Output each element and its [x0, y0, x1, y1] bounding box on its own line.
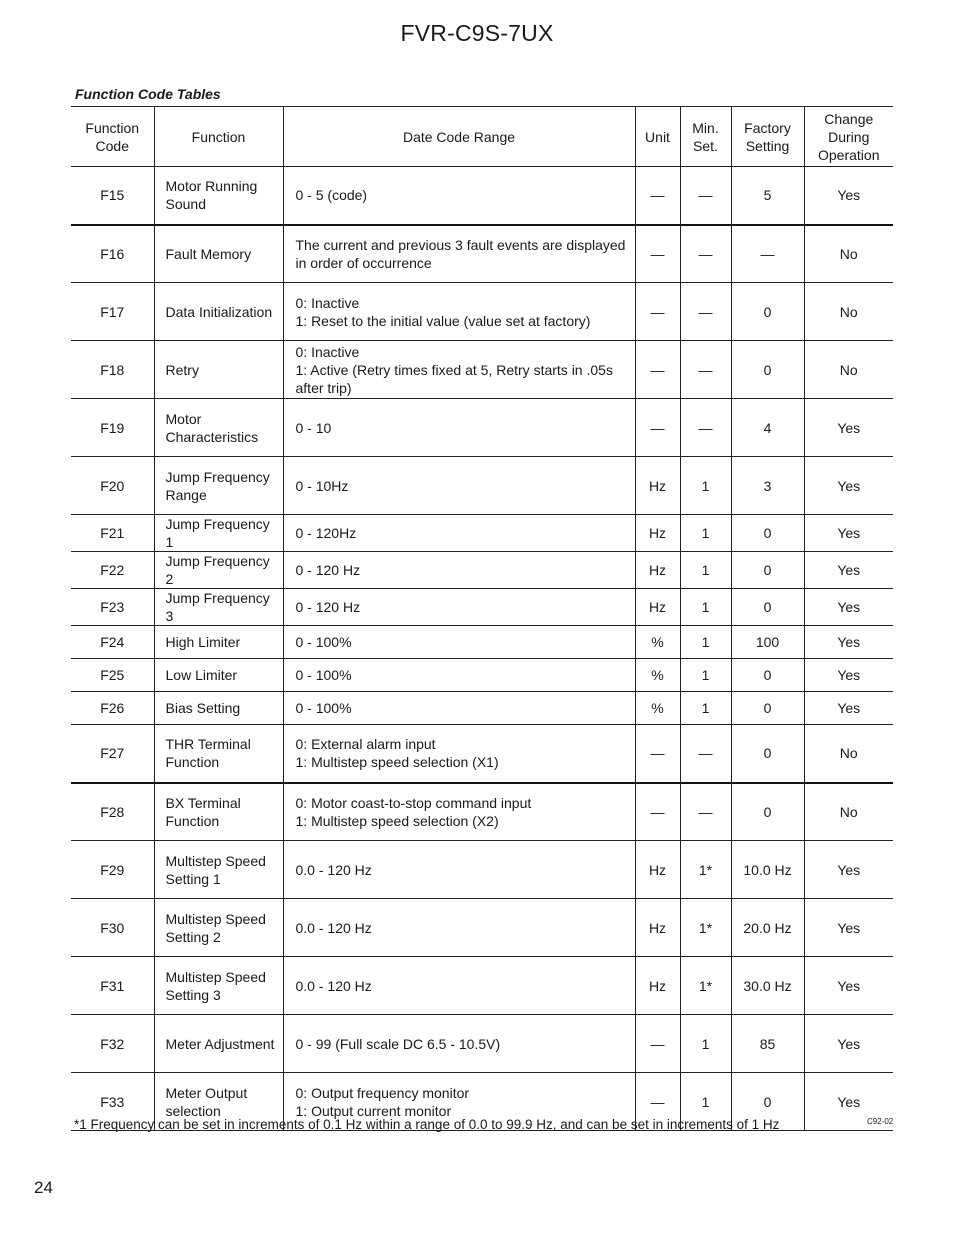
table-row: [71, 783, 893, 841]
factory-setting-cell: 0: [731, 552, 804, 589]
min-set-cell: —: [680, 725, 731, 783]
unit-cell: Hz: [635, 457, 680, 515]
min-set-cell: —: [680, 341, 731, 399]
data-code-range-cell: 0 - 100%: [283, 659, 635, 692]
function-name-cell: Jump Frequency 3: [154, 589, 283, 626]
data-code-range-cell: 0: Motor coast-to-stop command input 1: Multistep speed selection (X2): [283, 783, 635, 841]
data-code-range-cell: 0 - 10Hz: [283, 457, 635, 515]
function-code-cell: F22: [71, 552, 154, 589]
data-code-range-cell: 0: External alarm input 1: Multistep speed selection (X1): [283, 725, 635, 783]
unit-cell: —: [635, 225, 680, 283]
function-code-cell: F25: [71, 659, 154, 692]
data-code-range-cell: 0 - 10: [283, 399, 635, 457]
data-code-range-cell: 0: Output frequency monitor 1: Output current monitor: [283, 1073, 635, 1131]
function-code-cell: F21: [71, 515, 154, 552]
data-code-range-cell: 0 - 120Hz: [283, 515, 635, 552]
function-code-cell: F19: [71, 399, 154, 457]
change-during-operation-cell: Yes: [804, 589, 893, 626]
data-code-range-cell: 0.0 - 120 Hz: [283, 841, 635, 899]
unit-cell: Hz: [635, 899, 680, 957]
change-during-operation-cell: Yes: [804, 167, 893, 225]
table-row: [71, 515, 893, 552]
min-set-cell: 1: [680, 1015, 731, 1073]
table-row: [71, 399, 893, 457]
function-code-cell: F15: [71, 167, 154, 225]
min-set-cell: —: [680, 167, 731, 225]
table-row: [71, 725, 893, 783]
function-name-cell: Data Initialization: [154, 283, 283, 341]
factory-setting-cell: 100: [731, 626, 804, 659]
unit-cell: %: [635, 692, 680, 725]
header-min-set: Min. Set.: [680, 107, 731, 167]
function-name-cell: Multistep Speed Setting 3: [154, 957, 283, 1015]
change-during-operation-cell: Yes: [804, 552, 893, 589]
min-set-cell: 1: [680, 457, 731, 515]
function-name-cell: Low Limiter: [154, 659, 283, 692]
factory-setting-cell: 20.0 Hz: [731, 899, 804, 957]
header-unit: Unit: [635, 107, 680, 167]
table-row: [71, 841, 893, 899]
unit-cell: —: [635, 283, 680, 341]
table-row: [71, 659, 893, 692]
function-code-cell: F17: [71, 283, 154, 341]
function-name-cell: Multistep Speed Setting 2: [154, 899, 283, 957]
function-name-cell: Multistep Speed Setting 1: [154, 841, 283, 899]
min-set-cell: 1*: [680, 899, 731, 957]
factory-setting-cell: 4: [731, 399, 804, 457]
factory-setting-cell: 0: [731, 659, 804, 692]
function-code-cell: F32: [71, 1015, 154, 1073]
function-code-cell: F16: [71, 225, 154, 283]
data-code-range-cell: 0: Inactive 1: Reset to the initial value (value set at factory): [283, 283, 635, 341]
min-set-cell: —: [680, 225, 731, 283]
function-code-cell: F18: [71, 341, 154, 399]
function-code-cell: F31: [71, 957, 154, 1015]
unit-cell: —: [635, 725, 680, 783]
unit-cell: —: [635, 783, 680, 841]
unit-cell: —: [635, 399, 680, 457]
data-code-range-cell: 0 - 99 (Full scale DC 6.5 - 10.5V): [283, 1015, 635, 1073]
section-title: Function Code Tables: [75, 86, 221, 102]
function-code-cell: F26: [71, 692, 154, 725]
data-code-range-cell: 0: Inactive 1: Active (Retry times fixed at 5, Retry starts in .05s after trip): [283, 341, 635, 399]
function-name-cell: Jump Frequency 1: [154, 515, 283, 552]
change-during-operation-cell: Yes: [804, 626, 893, 659]
table-row: [71, 283, 893, 341]
unit-cell: Hz: [635, 841, 680, 899]
change-during-operation-cell: Yes: [804, 399, 893, 457]
unit-cell: %: [635, 659, 680, 692]
min-set-cell: —: [680, 399, 731, 457]
min-set-cell: 1: [680, 659, 731, 692]
table-row: [71, 225, 893, 283]
function-code-cell: F23: [71, 589, 154, 626]
function-name-cell: Bias Setting: [154, 692, 283, 725]
change-during-operation-cell: Yes: [804, 841, 893, 899]
change-during-operation-cell: Yes: [804, 692, 893, 725]
factory-setting-cell: 30.0 Hz: [731, 957, 804, 1015]
unit-cell: —: [635, 1015, 680, 1073]
change-during-operation-cell: Yes: [804, 957, 893, 1015]
table-body: [71, 167, 893, 1131]
min-set-cell: 1: [680, 1073, 731, 1131]
function-name-cell: Meter Adjustment: [154, 1015, 283, 1073]
factory-setting-cell: 85: [731, 1015, 804, 1073]
data-code-range-cell: 0.0 - 120 Hz: [283, 899, 635, 957]
function-code-cell: F33: [71, 1073, 154, 1131]
change-during-operation-cell: No: [804, 783, 893, 841]
table-row: [71, 167, 893, 225]
page-number: 24: [34, 1178, 53, 1197]
table-row: [71, 589, 893, 626]
table-row: [71, 957, 893, 1015]
function-name-cell: Motor Characteristics: [154, 399, 283, 457]
min-set-cell: 1: [680, 626, 731, 659]
factory-setting-cell: 0: [731, 341, 804, 399]
min-set-cell: 1: [680, 589, 731, 626]
function-code-cell: F30: [71, 899, 154, 957]
data-code-range-cell: 0 - 100%: [283, 626, 635, 659]
figure-code: C92-02: [867, 1117, 894, 1126]
min-set-cell: 1: [680, 552, 731, 589]
change-during-operation-cell: Yes: [804, 457, 893, 515]
header-function-code: Function Code: [71, 107, 154, 167]
change-during-operation-cell: No: [804, 341, 893, 399]
function-name-cell: Fault Memory: [154, 225, 283, 283]
factory-setting-cell: 0: [731, 692, 804, 725]
factory-setting-cell: 10.0 Hz: [731, 841, 804, 899]
footnote: *1 Frequency can be set in increments of 0.1 Hz within a range of 0.0 to 99.9 Hz, and can be set in increments of 1 Hz: [74, 1117, 780, 1132]
table-row: [71, 457, 893, 515]
data-code-range-cell: 0 - 5 (code): [283, 167, 635, 225]
data-code-range-cell: 0 - 100%: [283, 692, 635, 725]
function-name-cell: Retry: [154, 341, 283, 399]
factory-setting-cell: 0: [731, 1073, 804, 1131]
change-during-operation-cell: Yes: [804, 1015, 893, 1073]
unit-cell: —: [635, 167, 680, 225]
function-name-cell: BX Terminal Function: [154, 783, 283, 841]
header-date-code-range: Date Code Range: [283, 107, 635, 167]
factory-setting-cell: 0: [731, 515, 804, 552]
unit-cell: Hz: [635, 552, 680, 589]
function-name-cell: Jump Frequency 2: [154, 552, 283, 589]
change-during-operation-cell: Yes: [804, 1073, 893, 1131]
table-header: [71, 107, 893, 167]
min-set-cell: 1*: [680, 957, 731, 1015]
change-during-operation-cell: No: [804, 283, 893, 341]
factory-setting-cell: 3: [731, 457, 804, 515]
factory-setting-cell: 0: [731, 783, 804, 841]
header-function: Function: [154, 107, 283, 167]
unit-cell: Hz: [635, 515, 680, 552]
table-row: [71, 552, 893, 589]
function-name-cell: Jump Frequency Range: [154, 457, 283, 515]
unit-cell: —: [635, 341, 680, 399]
change-during-operation-cell: Yes: [804, 659, 893, 692]
factory-setting-cell: 5: [731, 167, 804, 225]
min-set-cell: 1: [680, 692, 731, 725]
factory-setting-cell: 0: [731, 589, 804, 626]
function-code-cell: F24: [71, 626, 154, 659]
function-name-cell: Meter Output selection: [154, 1073, 283, 1131]
table-row: [71, 1015, 893, 1073]
change-during-operation-cell: Yes: [804, 899, 893, 957]
change-during-operation-cell: No: [804, 725, 893, 783]
function-code-cell: F29: [71, 841, 154, 899]
document-title: FVR-C9S-7UX: [400, 20, 554, 46]
min-set-cell: —: [680, 783, 731, 841]
data-code-range-cell: The current and previous 3 fault events are displayed in order of occurrence: [283, 225, 635, 283]
min-set-cell: 1*: [680, 841, 731, 899]
min-set-cell: —: [680, 283, 731, 341]
function-name-cell: High Limiter: [154, 626, 283, 659]
table-row: [71, 626, 893, 659]
function-name-cell: Motor Running Sound: [154, 167, 283, 225]
factory-setting-cell: 0: [731, 283, 804, 341]
factory-setting-cell: —: [731, 225, 804, 283]
table-row: [71, 341, 893, 399]
data-code-range-cell: 0 - 120 Hz: [283, 589, 635, 626]
function-code-cell: F27: [71, 725, 154, 783]
function-name-cell: THR Terminal Function: [154, 725, 283, 783]
header-factory-setting: Factory Setting: [731, 107, 804, 167]
change-during-operation-cell: Yes: [804, 515, 893, 552]
unit-cell: —: [635, 1073, 680, 1131]
function-code-cell: F20: [71, 457, 154, 515]
header-change-during-operation: Change During Operation: [804, 107, 893, 167]
change-during-operation-cell: No: [804, 225, 893, 283]
data-code-range-cell: 0 - 120 Hz: [283, 552, 635, 589]
unit-cell: %: [635, 626, 680, 659]
table-row: [71, 692, 893, 725]
data-code-range-cell: 0.0 - 120 Hz: [283, 957, 635, 1015]
table-row: [71, 899, 893, 957]
factory-setting-cell: 0: [731, 725, 804, 783]
function-code-table: [71, 106, 893, 1131]
unit-cell: Hz: [635, 957, 680, 1015]
min-set-cell: 1: [680, 515, 731, 552]
unit-cell: Hz: [635, 589, 680, 626]
function-code-cell: F28: [71, 783, 154, 841]
